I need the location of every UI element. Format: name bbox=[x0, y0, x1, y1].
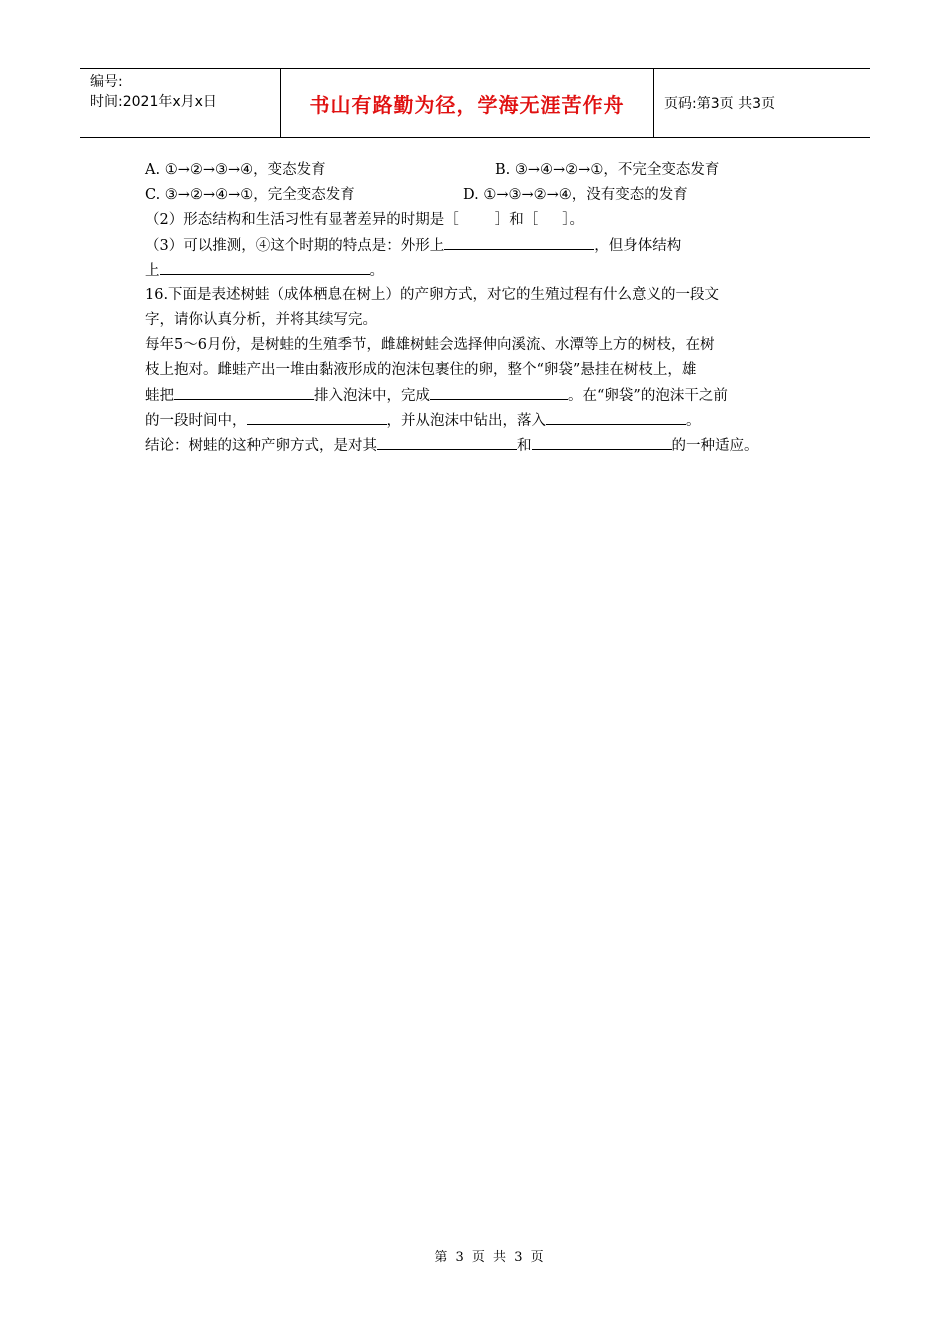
question-16-line-1: 16.下面是表述树蛙（成体栖息在树上）的产卵方式，对它的生殖过程有什么意义的一段文 bbox=[145, 287, 720, 303]
q16-p3-c: 。在“卵袋”的泡沫干之前 bbox=[568, 388, 728, 404]
document-body bbox=[145, 158, 825, 458]
options-row-2 bbox=[145, 183, 825, 208]
question-2 bbox=[145, 208, 825, 233]
q16-conclusion-c: 的一种适应。 bbox=[671, 438, 759, 454]
header-motto-cell bbox=[281, 69, 654, 137]
number-label: 编号: bbox=[90, 74, 123, 90]
q16-blank-2[interactable] bbox=[430, 383, 568, 400]
question-3-line-2 bbox=[145, 258, 825, 283]
page-info: 页码:第3页 共3页 bbox=[664, 96, 775, 112]
header-page-cell bbox=[654, 69, 870, 137]
q16-paragraph-line-1: 每年5～6月份，是树蛙的生殖季节，雌雄树蛙会选择伸向溪流、水潭等上方的树枝，在树 bbox=[145, 337, 715, 353]
time-label: 时间:2021年x月x日 bbox=[90, 94, 217, 110]
q16-blank-1[interactable] bbox=[174, 383, 314, 400]
motto: 书山有路勤为径，学海无涯苦作舟 bbox=[309, 92, 625, 117]
q16-blank-4[interactable] bbox=[546, 408, 686, 425]
q16-blank-3[interactable] bbox=[247, 408, 387, 425]
q16-paragraph-line-3 bbox=[145, 383, 825, 408]
q3-line2-start: 上 bbox=[145, 263, 160, 279]
q3-blank-appearance[interactable] bbox=[444, 233, 594, 250]
q2-text-mid: ］和［ bbox=[494, 212, 539, 228]
page-header bbox=[80, 68, 870, 138]
q3-text-after: ，但身体结构 bbox=[594, 238, 682, 254]
q3-line2-end: 。 bbox=[369, 263, 384, 279]
q16-p4-a: 的一段时间中， bbox=[145, 413, 247, 429]
q16-p4-b: ，并从泡沫中钻出，落入 bbox=[386, 413, 546, 429]
q3-text-before: （3）可以推测，④这个时期的特点是：外形上 bbox=[145, 238, 445, 254]
question-16-line-2: 字，请你认真分析，并将其续写完。 bbox=[145, 312, 377, 328]
q2-text-after: ］。 bbox=[562, 212, 584, 228]
header-meta bbox=[80, 69, 281, 137]
q16-conclusion-a: 结论：树蛙的这种产卵方式，是对其 bbox=[145, 438, 377, 454]
q16-paragraph-line-4 bbox=[145, 408, 825, 433]
options-row-1 bbox=[145, 158, 825, 183]
q16-blank-5[interactable] bbox=[377, 433, 517, 450]
q16-p4-c: 。 bbox=[686, 413, 701, 429]
option-a: A. ①→②→③→④，变态发育 bbox=[145, 162, 326, 178]
q2-text-before: （2）形态结构和生活习性有显著差异的时期是［ bbox=[145, 212, 459, 228]
q16-p3-b: 排入泡沫中，完成 bbox=[314, 388, 430, 404]
q16-blank-6[interactable] bbox=[532, 433, 672, 450]
question-3-line-1 bbox=[145, 233, 825, 258]
option-d: D. ①→③→②→④，没有变态的发育 bbox=[463, 187, 688, 203]
q16-paragraph-line-2: 枝上抱对。雌蛙产出一堆由黏液形成的泡沫包裹住的卵，整个“卵袋”悬挂在树枝上，雄 bbox=[145, 362, 697, 378]
q16-conclusion-b: 和 bbox=[517, 438, 532, 454]
option-b: B. ③→④→②→①，不完全变态发育 bbox=[495, 162, 720, 178]
page-footer: 第 3 页 共 3 页 bbox=[434, 1250, 546, 1265]
option-c: C. ③→②→④→①，完全变态发育 bbox=[145, 187, 355, 203]
q16-conclusion bbox=[145, 433, 825, 458]
q16-p3-a: 蛙把 bbox=[145, 388, 174, 404]
q3-blank-structure[interactable] bbox=[160, 258, 370, 275]
